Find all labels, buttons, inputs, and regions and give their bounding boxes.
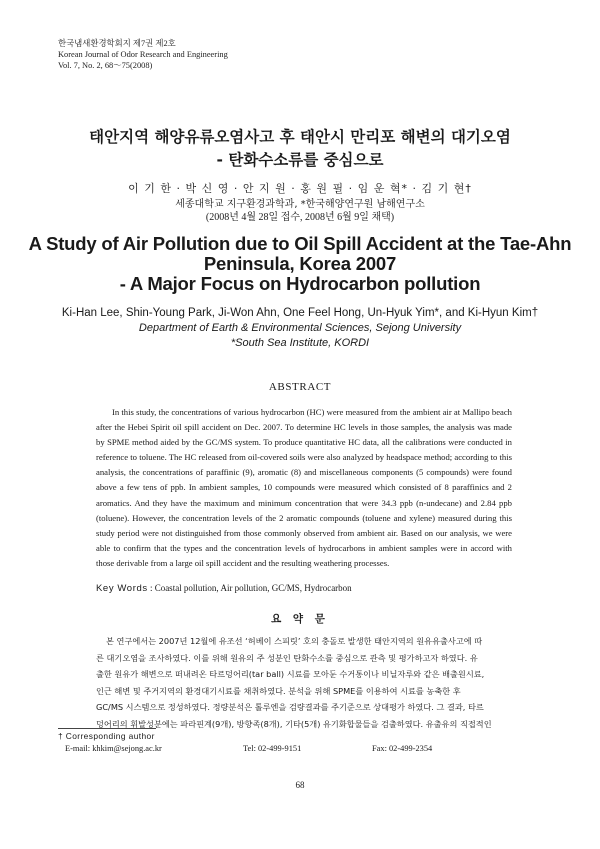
english-title-line1: A Study of Air Pollution due to Oil Spill Accident at the Tae-Ahn [28,233,572,254]
corresponding-author-label: † Corresponding author [58,731,155,741]
english-affiliation-primary: Department of Earth & Environmental Sciences, Sejong University [138,322,462,334]
korean-affiliation: 세종대학교 지구환경과학과, *한국해양연구원 남해연구소 [175,199,425,210]
footnote-fax: Fax: 02-499-2354 [372,744,433,753]
korean-dates: (2008년 4월 28일 접수, 2008년 6월 9일 채택) [205,212,395,223]
korean-authors: 이 기 한 · 박 신 영 · 안 지 원 · 홍 원 필 · 임 운 혁* · 김 기 현† [128,182,472,195]
korean-abstract-line: GC/MS 시스템으로 정성하였다. 정량분석은 톨루엔을 검량결과를 주기준으로 상대평가 하였다. 그 결과, 타르 [96,702,484,713]
korean-abstract-line: 출한 원유가 해변으로 떠내려온 타르덩어리(tar ball) 시료를 모아둔 수거통이나 비닐자루와 같은 배출원시료, [96,669,485,680]
journal-volume: Vol. 7, No. 2, 68～75(2008) [58,61,153,70]
journal-english-name: Korean Journal of Odor Research and Engineering [58,50,228,59]
footnote-tel: Tel: 02-499-9151 [243,744,302,753]
english-affiliation-secondary: *South Sea Institute, KORDI [230,337,370,349]
keywords-text: : Coastal pollution, Air pollution, GC/MS, Hydrocarbon [149,583,352,593]
footnote-divider [58,728,156,729]
korean-abstract-line: 인근 해변 및 주거지역의 환경대기시료를 채취하였다. 분석을 위해 SPME를 이용하여 시료를 농축한 후 [96,685,461,696]
korean-abstract-body [96,633,512,733]
english-authors: Ki-Han Lee, Shin-Young Park, Ji-Won Ahn, One Feel Hong, Un-Hyuk Yim*, and Ki-Hyun Kim† [61,307,539,319]
abstract-heading: ABSTRACT [268,381,332,393]
korean-title-line1: 태안지역 해양유류오염사고 후 태안시 만리포 해변의 대기오염 [89,128,511,146]
keywords-label: Key Words [96,583,148,594]
korean-abstract-line: 덩어리의 휘발성분에는 파라핀계(9개), 방향족(8개), 기타(5개) 유기화합물들을 검출하였다. 유출유의 직접적인 [96,718,492,729]
keywords [96,583,352,594]
abstract-body: In this study, the concentrations of various hydrocarbon (HC) were measured from the ambient air at Mallipo beach after the Hebei Spirit oil spill accident on Dec. 2007. To determine HC levels in those samples, the analysis was made by SPME method aided by the GC/MS system. To produce quantitative HC data, all the calibrations were conducted in reference to toluene. The HC released from oil-covered soils were also analyzed by headspace method; according to this analysis, the concentrations of paraffinic (9), aromatic (8) and miscellaneous components (5 compounds) were found above a few tens of ppb. In ambient samples, 10 compounds were measured which consisted of 8 paraffinics and 2 aromatics. And they have the maximum and minimum concentration that were 34.3 ppb (n-undecane) and 2.84 ppb (toluene). However, the concentration levels of the 2 aromatic compounds (toluene and xylene) measured during this study period were not distinguished from those commonly observed from ambient air. Based on our analysis, we were able to confirm that the types and the concentration levels of hydrocarbons in ambient samples were in accord with those derivable from a large oil spill accident and the resulting weathering processes. [96,407,512,568]
english-title-line3: - A Major Focus on Hydrocarbon pollution [119,273,481,294]
journal-header [58,38,228,71]
korean-abstract-line: 본 연구에서는 2007년 12월에 유조선 ‘허베이 스피릿’ 호의 충돌로 발생한 태안지역의 원유유출사고에 따 [106,636,483,646]
page-number: 68 [295,780,305,790]
korean-title-line2: - 탄화수소류를 중심으로 [216,151,384,169]
korean-abstract-heading: 요 약 문 [271,613,329,625]
footnote-email: E-mail: khkim@sejong.ac.kr [65,744,162,753]
english-title-line2: Peninsula, Korea 2007 [203,253,397,274]
footnote-label [58,730,155,743]
korean-abstract-line: 른 대기오염을 조사하였다. 이를 위해 원유의 주 성분인 탄화수소를 중심으로 관측 및 평가하고자 하였다. 유 [96,652,478,663]
journal-korean-name: 한국냄새환경학회지 제7권 제2호 [58,39,176,48]
